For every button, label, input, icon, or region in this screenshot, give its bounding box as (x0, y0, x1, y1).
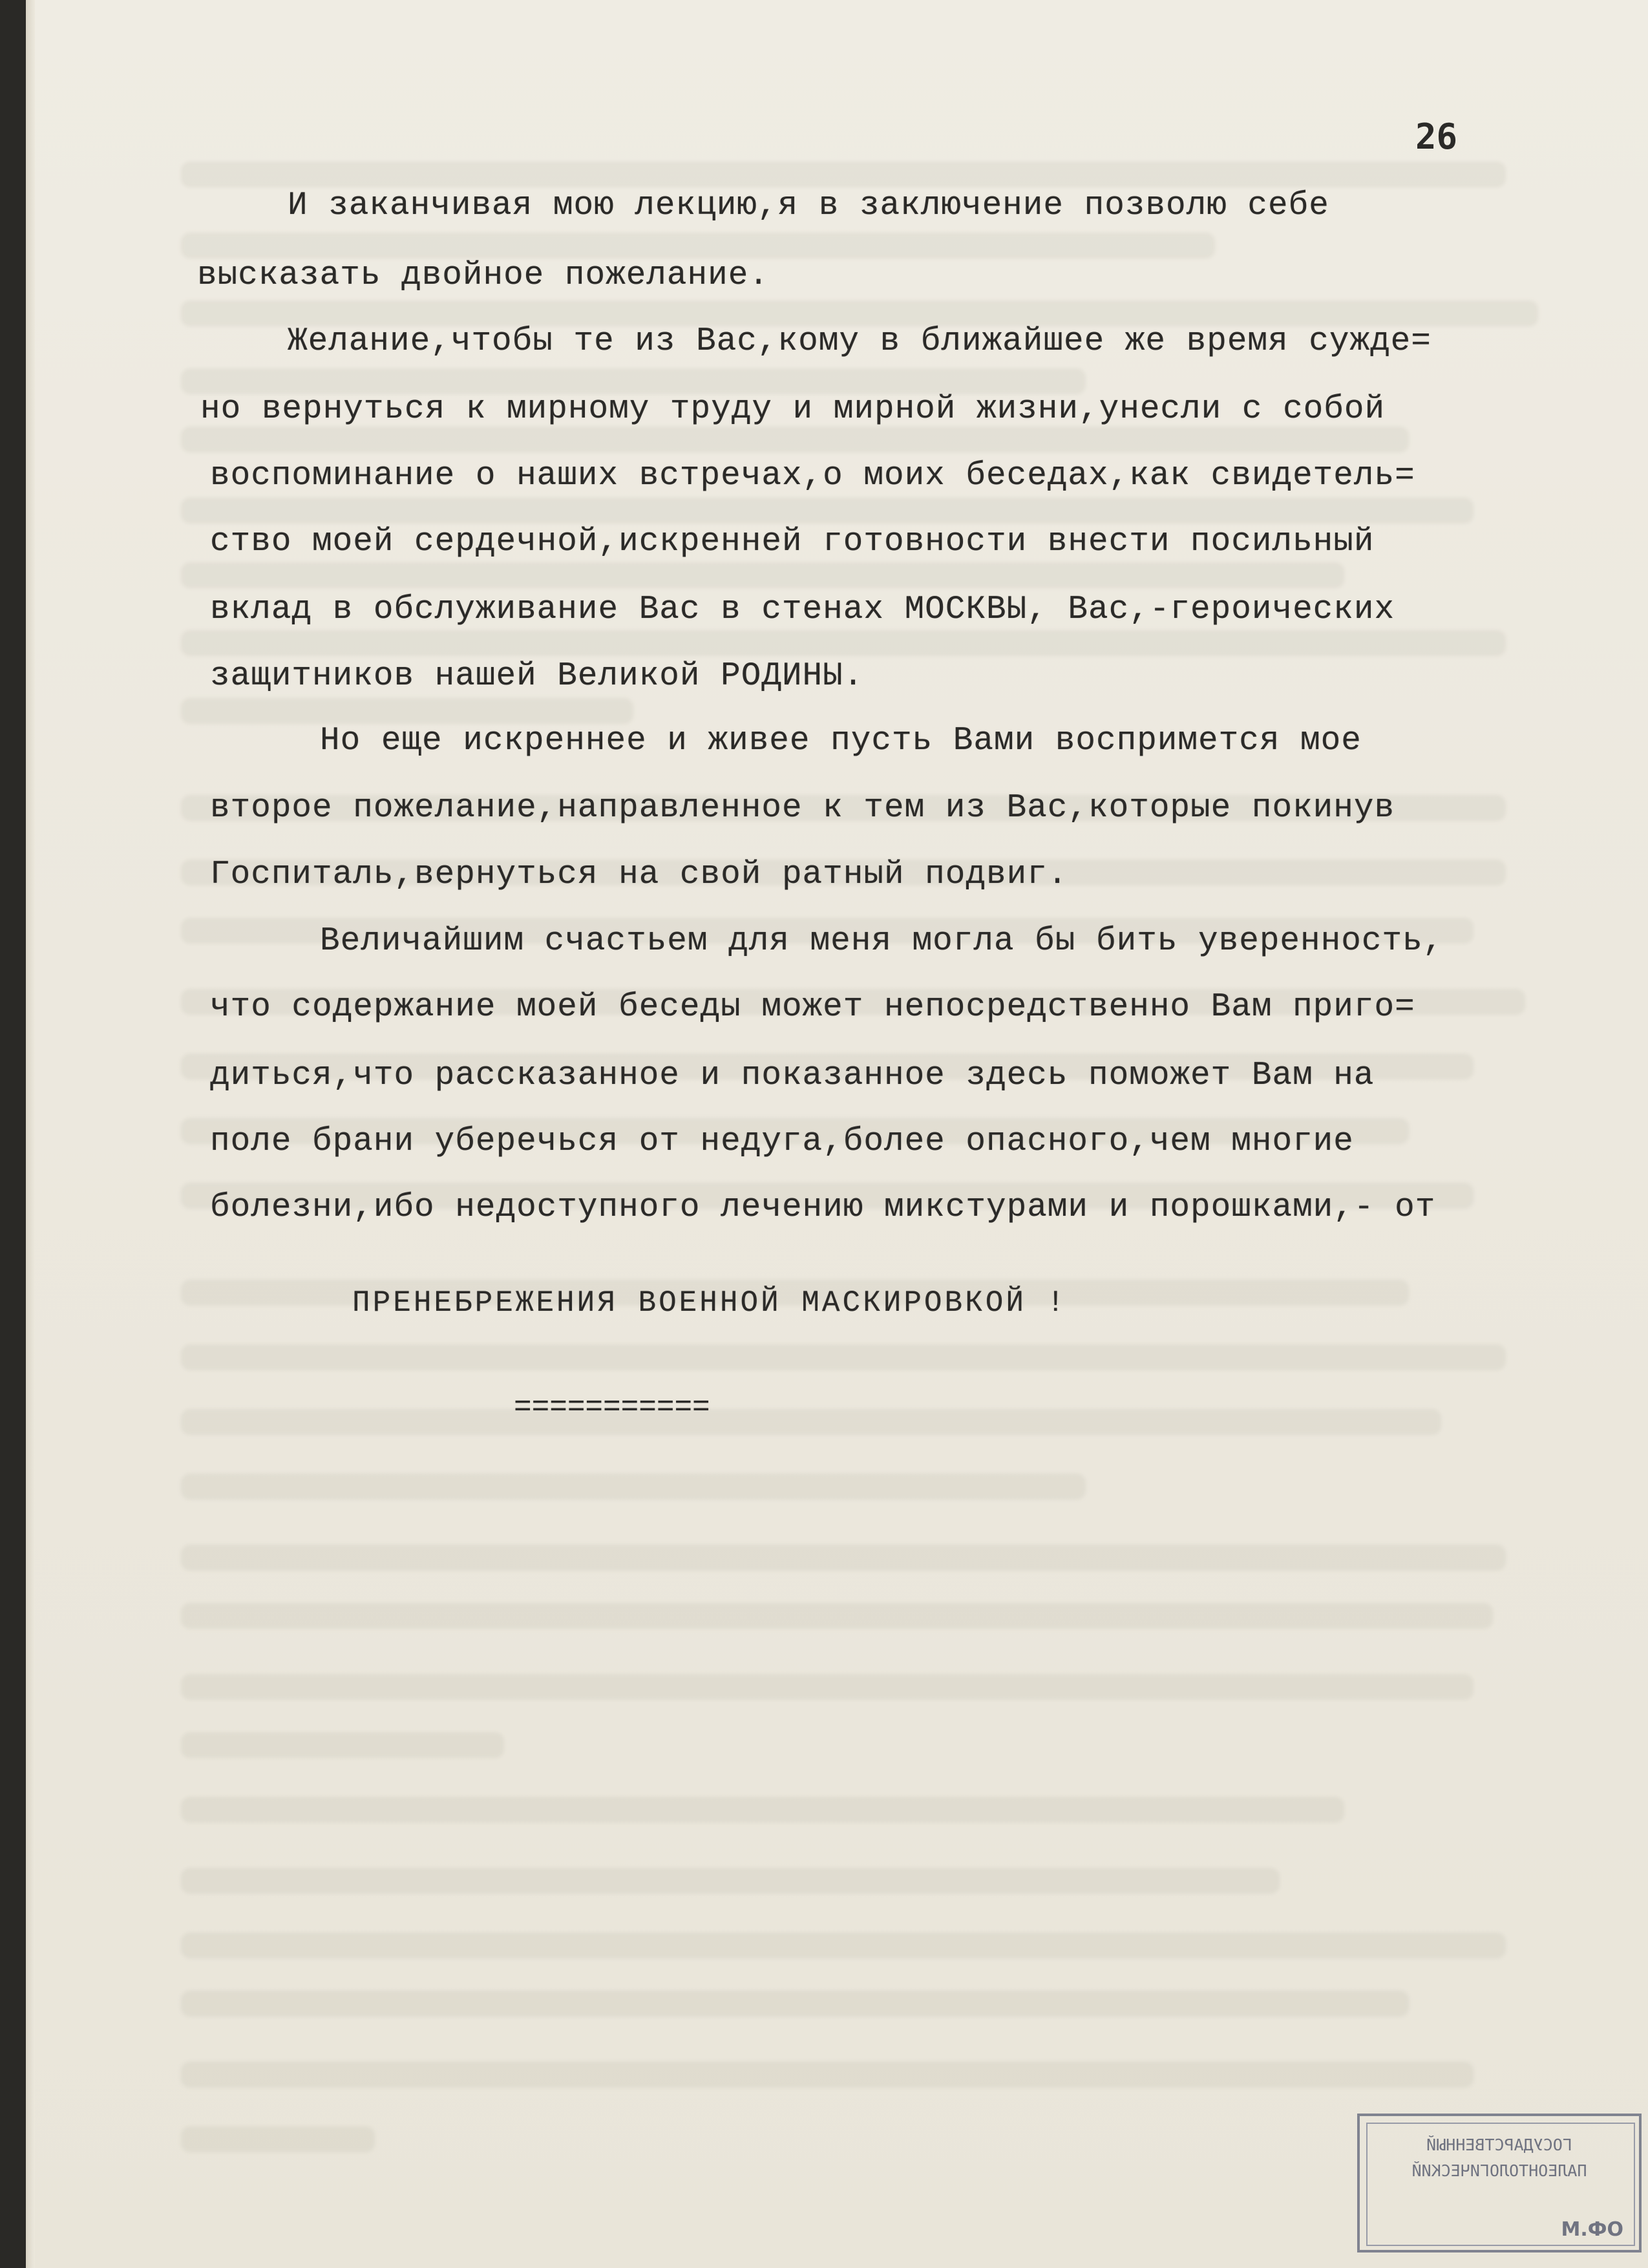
text-line: Желание,чтобы те из Вас,кому в ближайшее же время сужде= (288, 323, 1431, 360)
text-line: Величайшим счастьем для меня могла бы бить уверенность, (320, 923, 1444, 960)
text-line: болезни,ибо недоступного лечению микстурами и порошками,- от (210, 1189, 1436, 1226)
stamp-line-2: ПАЛЕОНТОЛОГИЧЕСКИЙ (1411, 2161, 1587, 2180)
text-line: ство моей сердечной,искренней готовности внести посильный (210, 524, 1375, 560)
archive-stamp (1357, 2114, 1642, 2252)
text-line: защитников нашей Великой РОДИНЫ. (210, 658, 864, 695)
sheet-left-edge (26, 0, 35, 2268)
stamp-code: М.ФО (1561, 2218, 1623, 2241)
text-line: поле брани уберечься от недуга,более опасного,чем многие (210, 1123, 1354, 1160)
text-line: высказать двойное пожелание. (197, 257, 769, 294)
text-line: И заканчивая мою лекцию,я в заключение позволю себе (288, 187, 1329, 224)
stamp-line-1: ГОСУДАРСТВЕННЫЙ (1426, 2136, 1572, 2154)
text-line: Но еще искреннее и живее пусть Вами воспримется мое (320, 723, 1362, 759)
text-line: диться,что рассказанное и показанное здесь поможет Вам на (210, 1057, 1375, 1094)
text-line: второе пожелание,направленное к тем из Вас,которые покинув (210, 790, 1395, 827)
text-line: вклад в обслуживание Вас в стенах МОСКВЫ, Вас,-героических (210, 591, 1395, 628)
document-sheet (26, 0, 1648, 2268)
text-line: что содержание моей беседы может непосредственно Вам приго= (210, 989, 1415, 1026)
separator-rule: =========== (514, 1391, 710, 1425)
page-number: 26 (1415, 116, 1458, 157)
text-line: но вернуться к мирному труду и мирной жизни,унесли с собой (200, 391, 1386, 428)
text-line: воспоминание о наших встречах,о моих беседах,как свидетель= (210, 458, 1415, 494)
text-line: Госпиталь,вернуться на свой ратный подвиг. (210, 856, 1068, 893)
closing-headline: ПРЕНЕБРЕЖЕНИЯ ВОЕННОЙ МАСКИРОВКОЙ ! (352, 1286, 1068, 1320)
